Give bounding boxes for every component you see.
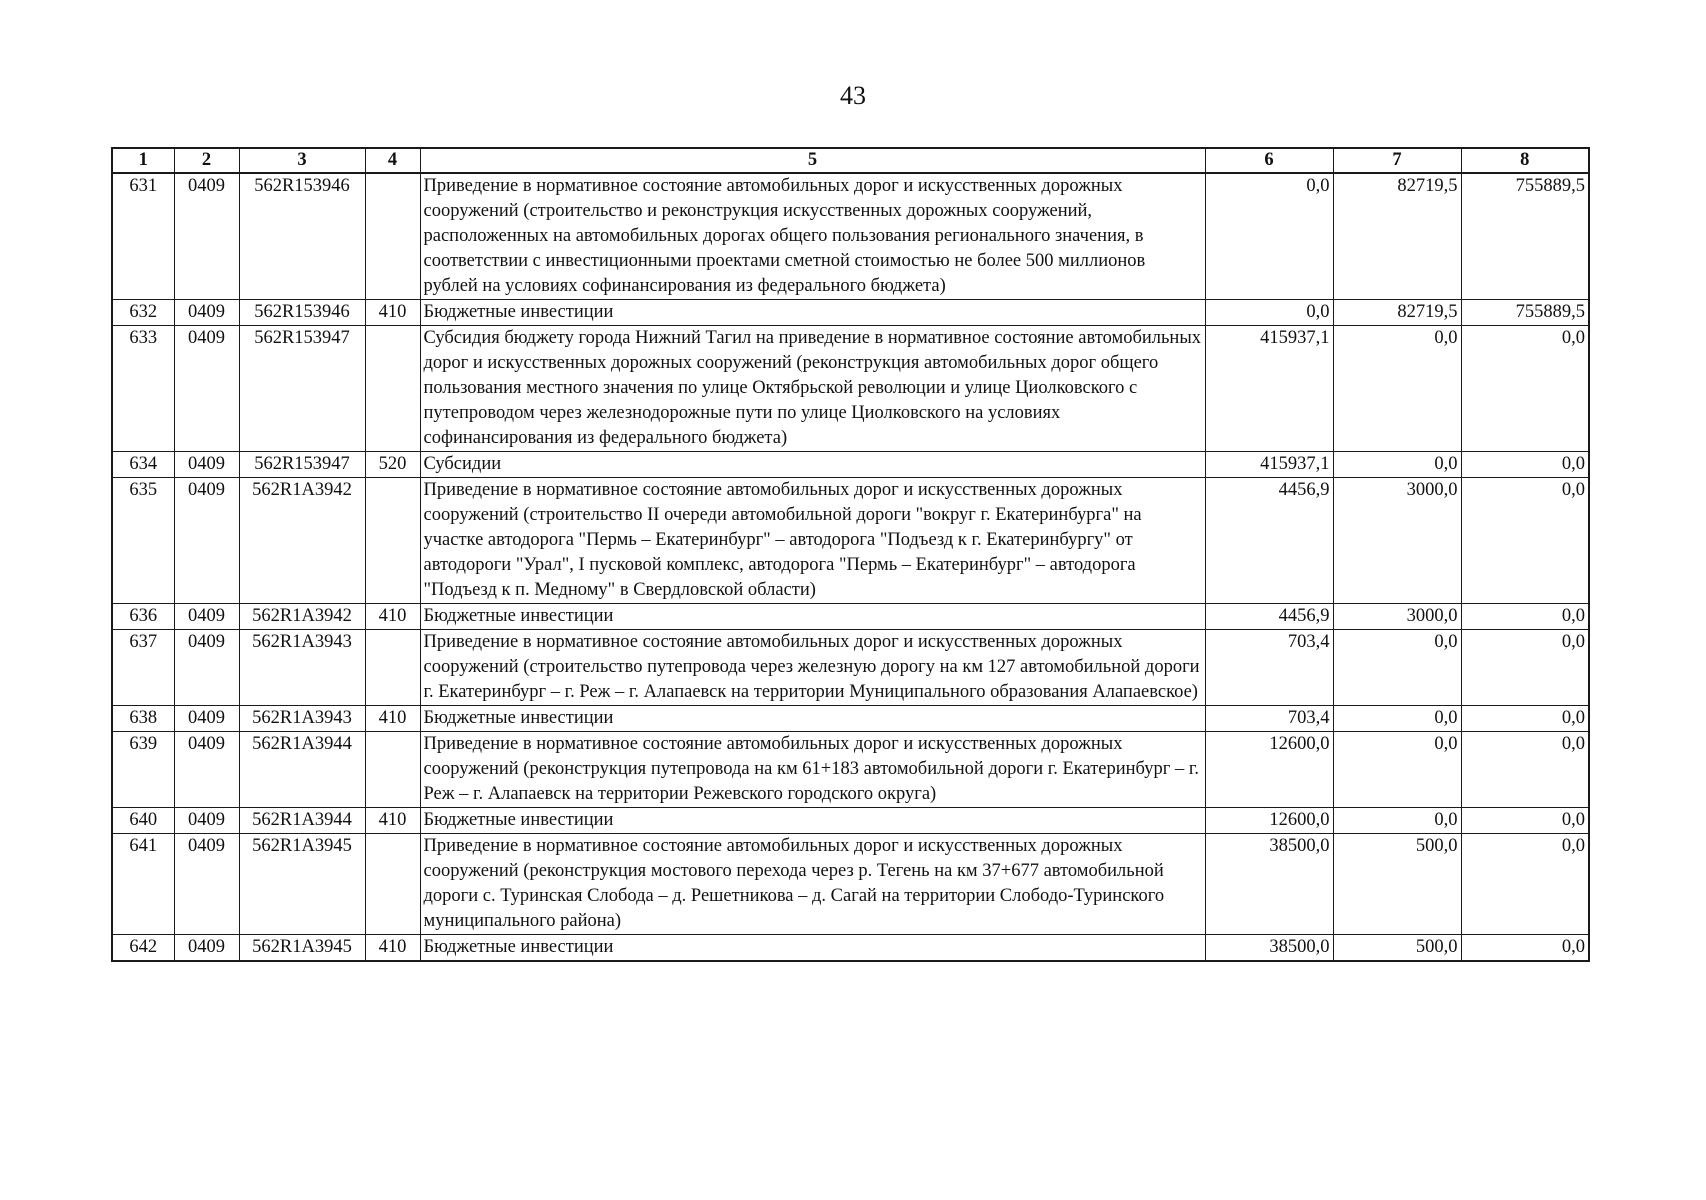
row-number-cell: 641 [112, 834, 174, 935]
row-number-cell: 634 [112, 452, 174, 478]
amount-col8-cell: 755889,5 [1461, 173, 1589, 300]
expense-type-cell [365, 834, 420, 935]
amount-col6-cell: 415937,1 [1205, 326, 1333, 452]
amount-col6-cell: 703,4 [1205, 706, 1333, 732]
row-number-cell: 631 [112, 173, 174, 300]
expense-type-cell [365, 732, 420, 808]
table-row [112, 326, 1589, 452]
column-header: 1 [112, 148, 174, 173]
target-code-cell: 562R1A3942 [239, 604, 365, 630]
description-cell: Бюджетные инвестиции [420, 300, 1205, 326]
amount-col8-cell: 755889,5 [1461, 300, 1589, 326]
amount-col7-cell: 500,0 [1333, 935, 1461, 962]
expense-type-cell [365, 478, 420, 604]
amount-col6-cell: 4456,9 [1205, 478, 1333, 604]
amount-col8-cell: 0,0 [1461, 706, 1589, 732]
expense-type-cell: 410 [365, 808, 420, 834]
expense-type-cell: 410 [365, 706, 420, 732]
expense-type-cell [365, 630, 420, 706]
target-code-cell: 562R1A3943 [239, 706, 365, 732]
description-cell: Бюджетные инвестиции [420, 706, 1205, 732]
expense-type-cell: 410 [365, 935, 420, 962]
target-code-cell: 562R1A3942 [239, 478, 365, 604]
amount-col7-cell: 0,0 [1333, 732, 1461, 808]
description-cell: Приведение в нормативное состояние автомобильных дорог и искусственных дорожных сооружений (реконструкция мостового перехода через р. Тегень на км 37+677 автомобильной дороги с. Туринская Слобода – д. Решетникова – д. Сагай на территории Слободо-Туринского муниципального района) [420, 834, 1205, 935]
amount-col6-cell: 0,0 [1205, 300, 1333, 326]
target-code-cell: 562R1A3945 [239, 935, 365, 962]
expense-type-cell: 520 [365, 452, 420, 478]
section-code-cell: 0409 [174, 173, 239, 300]
table-row [112, 604, 1589, 630]
description-cell: Приведение в нормативное состояние автомобильных дорог и искусственных дорожных сооружений (строительство и реконструкция искусственных дорожных сооружений, расположенных на автомобильных дорогах общего пользования регионального значения, в соответствии с инвестиционными проектами сметной стоимостью не более 500 миллионов рублей на условиях софинансирования из федерального бюджета) [420, 173, 1205, 300]
amount-col6-cell: 12600,0 [1205, 732, 1333, 808]
amount-col7-cell: 82719,5 [1333, 300, 1461, 326]
expense-type-cell [365, 326, 420, 452]
column-header: 7 [1333, 148, 1461, 173]
header-row [112, 148, 1589, 173]
amount-col6-cell: 12600,0 [1205, 808, 1333, 834]
section-code-cell: 0409 [174, 732, 239, 808]
row-number-cell: 640 [112, 808, 174, 834]
table-row [112, 935, 1589, 962]
description-cell: Приведение в нормативное состояние автомобильных дорог и искусственных дорожных сооружений (реконструкция путепровода на км 61+183 автомобильной дороги г. Екатеринбург – г. Реж – г. Алапаевск на территории Режевского городского округа) [420, 732, 1205, 808]
expense-type-cell: 410 [365, 300, 420, 326]
amount-col8-cell: 0,0 [1461, 452, 1589, 478]
column-header: 5 [420, 148, 1205, 173]
amount-col6-cell: 4456,9 [1205, 604, 1333, 630]
amount-col6-cell: 0,0 [1205, 173, 1333, 300]
target-code-cell: 562R153947 [239, 452, 365, 478]
column-header: 2 [174, 148, 239, 173]
description-cell: Приведение в нормативное состояние автомобильных дорог и искусственных дорожных сооружений (строительство путепровода через железную дорогу на км 127 автомобильной дороги г. Екатеринбург – г. Реж – г. Алапаевск на территории Муниципального образования Алапаевское) [420, 630, 1205, 706]
table-row [112, 452, 1589, 478]
page-number: 43 [840, 81, 866, 110]
amount-col7-cell: 0,0 [1333, 452, 1461, 478]
amount-col8-cell: 0,0 [1461, 732, 1589, 808]
row-number-cell: 639 [112, 732, 174, 808]
amount-col8-cell: 0,0 [1461, 478, 1589, 604]
column-header: 8 [1461, 148, 1589, 173]
expense-type-cell: 410 [365, 604, 420, 630]
table-row [112, 706, 1589, 732]
table-row [112, 300, 1589, 326]
row-number-cell: 632 [112, 300, 174, 326]
amount-col6-cell: 38500,0 [1205, 834, 1333, 935]
table-row [112, 834, 1589, 935]
amount-col7-cell: 0,0 [1333, 630, 1461, 706]
amount-col7-cell: 3000,0 [1333, 478, 1461, 604]
section-code-cell: 0409 [174, 604, 239, 630]
expense-type-cell [365, 173, 420, 300]
amount-col8-cell: 0,0 [1461, 326, 1589, 452]
description-cell: Приведение в нормативное состояние автомобильных дорог и искусственных дорожных сооружений (строительство II очереди автомобильной дороги "вокруг г. Екатеринбурга" на участке автодорога "Пермь – Екатеринбург" – автодорога "Подъезд к г. Екатеринбургу" от автодороги "Урал", I пусковой комплекс, автодорога "Пермь – Екатеринбург" – автодорога "Подъезд к п. Медному" в Свердловской области) [420, 478, 1205, 604]
amount-col6-cell: 38500,0 [1205, 935, 1333, 962]
table-header [112, 148, 1589, 173]
table-row [112, 478, 1589, 604]
row-number-cell: 636 [112, 604, 174, 630]
row-number-cell: 642 [112, 935, 174, 962]
amount-col8-cell: 0,0 [1461, 935, 1589, 962]
target-code-cell: 562R1A3944 [239, 732, 365, 808]
amount-col7-cell: 3000,0 [1333, 604, 1461, 630]
target-code-cell: 562R153947 [239, 326, 365, 452]
amount-col7-cell: 0,0 [1333, 808, 1461, 834]
section-code-cell: 0409 [174, 808, 239, 834]
section-code-cell: 0409 [174, 630, 239, 706]
amount-col7-cell: 0,0 [1333, 326, 1461, 452]
amount-col6-cell: 415937,1 [1205, 452, 1333, 478]
table-body [112, 173, 1589, 961]
column-header: 4 [365, 148, 420, 173]
target-code-cell: 562R153946 [239, 173, 365, 300]
section-code-cell: 0409 [174, 935, 239, 962]
row-number-cell: 635 [112, 478, 174, 604]
amount-col8-cell: 0,0 [1461, 604, 1589, 630]
row-number-cell: 633 [112, 326, 174, 452]
column-header: 3 [239, 148, 365, 173]
section-code-cell: 0409 [174, 326, 239, 452]
section-code-cell: 0409 [174, 706, 239, 732]
table-row [112, 808, 1589, 834]
table-row [112, 732, 1589, 808]
table-row [112, 173, 1589, 300]
description-cell: Субсидии [420, 452, 1205, 478]
table-row [112, 630, 1589, 706]
target-code-cell: 562R1A3943 [239, 630, 365, 706]
section-code-cell: 0409 [174, 478, 239, 604]
amount-col8-cell: 0,0 [1461, 630, 1589, 706]
description-cell: Бюджетные инвестиции [420, 604, 1205, 630]
row-number-cell: 637 [112, 630, 174, 706]
section-code-cell: 0409 [174, 300, 239, 326]
description-cell: Субсидия бюджету города Нижний Тагил на приведение в нормативное состояние автомобильных дорог и искусственных дорожных сооружений (реконструкция автомобильных дорог общего пользования местного значения по улице Октябрьской революции и улице Циолковского с путепроводом через железнодорожные пути по улице Циолковского на условиях софинансирования из федерального бюджета) [420, 326, 1205, 452]
section-code-cell: 0409 [174, 452, 239, 478]
budget-table [111, 147, 1590, 962]
amount-col6-cell: 703,4 [1205, 630, 1333, 706]
amount-col8-cell: 0,0 [1461, 834, 1589, 935]
amount-col7-cell: 500,0 [1333, 834, 1461, 935]
target-code-cell: 562R153946 [239, 300, 365, 326]
amount-col7-cell: 0,0 [1333, 706, 1461, 732]
column-header: 6 [1205, 148, 1333, 173]
amount-col7-cell: 82719,5 [1333, 173, 1461, 300]
row-number-cell: 638 [112, 706, 174, 732]
description-cell: Бюджетные инвестиции [420, 808, 1205, 834]
amount-col8-cell: 0,0 [1461, 808, 1589, 834]
description-cell: Бюджетные инвестиции [420, 935, 1205, 962]
section-code-cell: 0409 [174, 834, 239, 935]
target-code-cell: 562R1A3945 [239, 834, 365, 935]
target-code-cell: 562R1A3944 [239, 808, 365, 834]
